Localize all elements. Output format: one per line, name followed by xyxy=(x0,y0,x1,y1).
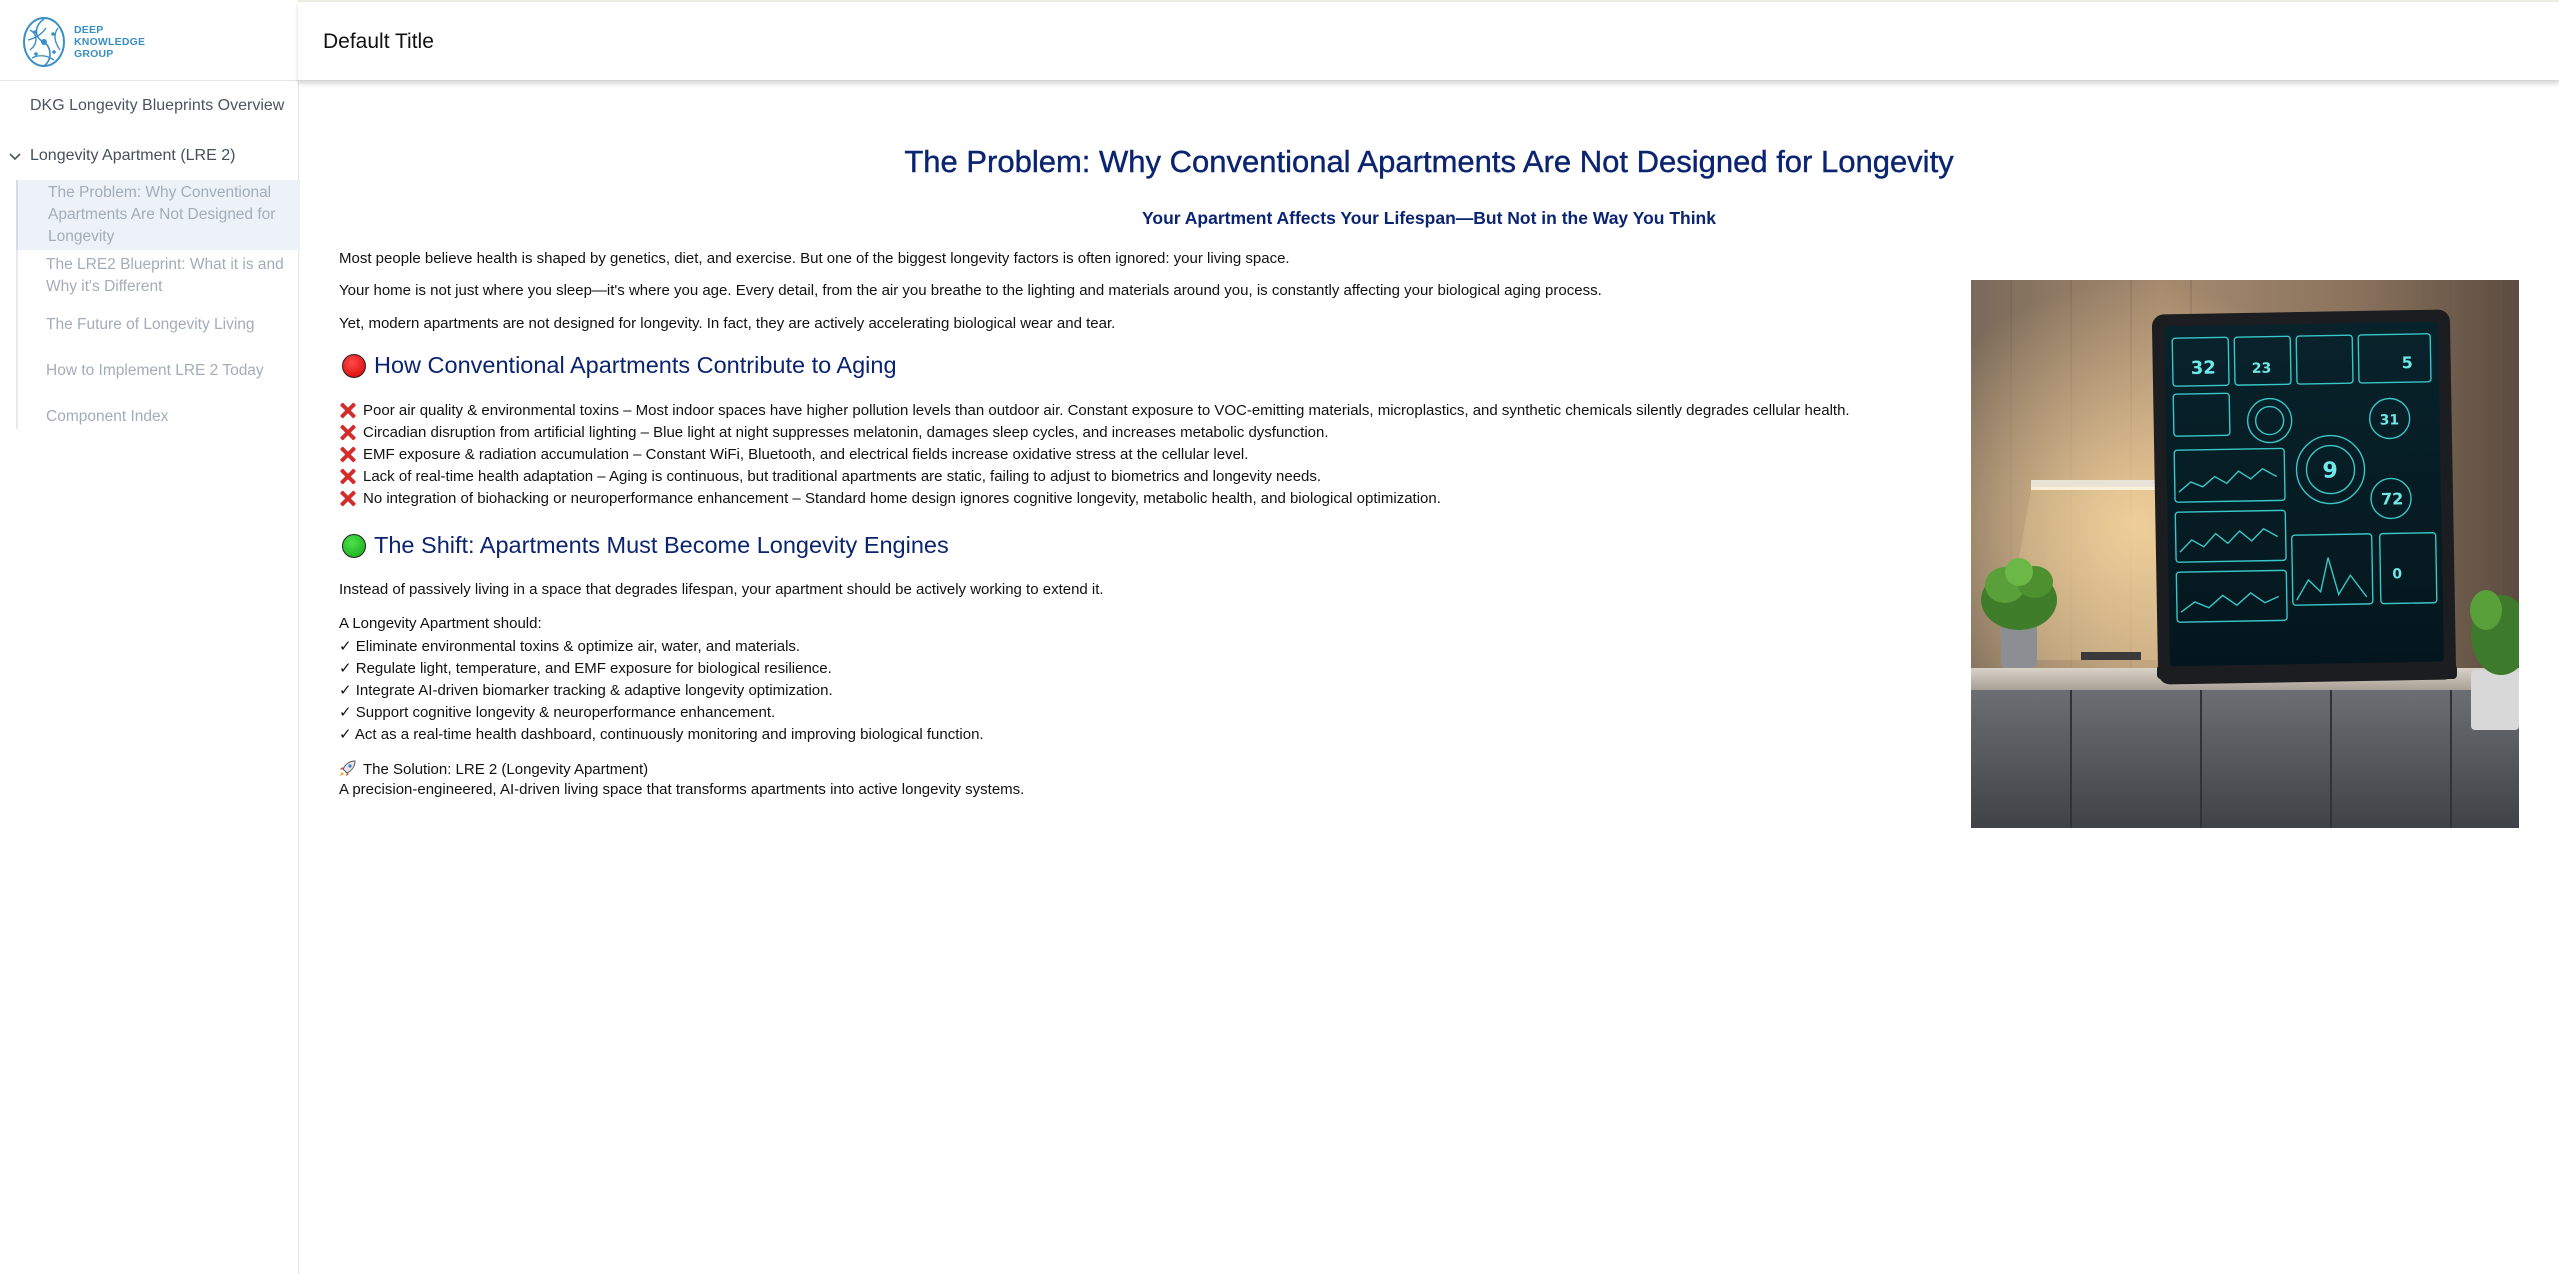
list-item-text: Poor air quality & environmental toxins – Most indoor spaces have higher pollution levels than outdoor air. Constant exposure to VOC-emitting materials, microplastics, and synthetic chemicals silently degrades cellular health. xyxy=(363,402,1850,419)
logo-wordmark xyxy=(74,24,145,60)
section-heading-aging xyxy=(342,352,897,379)
check-item: ✓ Support cognitive longevity & neuroperformance enhancement. xyxy=(339,704,776,721)
dashboard-illustration xyxy=(1971,280,2519,828)
list-item-text: No integration of biohacking or neuroperformance enhancement – Standard home design ignores cognitive longevity, metabolic health, and biological optimization. xyxy=(363,490,1441,507)
intro-paragraph: Your home is not just where you sleep—it's where you age. Every detail, from the air you breathe to the lighting and materials around you, is constantly affecting your biological aging process. xyxy=(339,282,1602,299)
shift-paragraph: Instead of passively living in a space that degrades lifespan, your apartment should be actively working to extend it. xyxy=(339,581,1104,598)
sidebar-subitem-implement[interactable]: How to Implement LRE 2 Today xyxy=(46,362,264,379)
list-item xyxy=(339,402,1850,419)
smart-apartment-dashboard-image xyxy=(1971,280,2519,828)
cross-mark-icon xyxy=(339,468,356,485)
sidebar-item-longevity-apartment[interactable]: Longevity Apartment (LRE 2) xyxy=(30,147,236,164)
sidebar-subitem-the-problem[interactable]: The Problem: Why Conventional Apartments Are Not Designed for Longevity xyxy=(16,180,300,250)
dashboard-readout: 5 xyxy=(2401,353,2413,373)
list-item xyxy=(339,490,1441,507)
should-label: A Longevity Apartment should: xyxy=(339,615,542,632)
chevron-down-icon[interactable] xyxy=(8,150,22,164)
check-item: ✓ Regulate light, temperature, and EMF exposure for biological resilience. xyxy=(339,660,832,677)
logo[interactable] xyxy=(22,14,152,70)
dashboard-readout: 0 xyxy=(2392,566,2403,583)
section-heading-shift xyxy=(342,532,949,559)
sidebar-item-overview[interactable]: DKG Longevity Blueprints Overview xyxy=(30,97,285,114)
intro-paragraph: Yet, modern apartments are not designed for longevity. In fact, they are actively accelerating biological wear and tear. xyxy=(339,315,1116,332)
sidebar-subitem-lre2-blueprint[interactable]: The LRE2 Blueprint: What it is and Why it's Different xyxy=(46,256,284,295)
sidebar xyxy=(0,0,299,1274)
rocket-icon xyxy=(339,759,357,777)
list-item xyxy=(339,446,1248,463)
green-circle-icon xyxy=(342,534,366,558)
dashboard-readout: 32 xyxy=(2190,357,2216,379)
check-item: ✓ Act as a real-time health dashboard, continuously monitoring and improving biological function. xyxy=(339,726,984,743)
logo-line: KNOWLEDGE xyxy=(74,36,146,48)
check-item: ✓ Eliminate environmental toxins & optimize air, water, and materials. xyxy=(339,638,801,655)
top-header xyxy=(298,2,2559,81)
intro-paragraph: Most people believe health is shaped by genetics, diet, and exercise. But one of the biggest longevity factors is often ignored: your living space. xyxy=(339,250,1290,267)
dashboard-readout: 31 xyxy=(2379,412,2400,429)
sidebar-subitem-component-index[interactable]: Component Index xyxy=(46,408,169,425)
logo-line: DEEP xyxy=(74,24,104,36)
check-item: ✓ Integrate AI-driven biomarker tracking & adaptive longevity optimization. xyxy=(339,682,833,699)
section-heading-text: How Conventional Apartments Contribute to Aging xyxy=(374,352,897,378)
list-item-text: Lack of real-time health adaptation – Aging is continuous, but traditional apartments are static, failing to adjust to biometrics and longevity needs. xyxy=(363,468,1322,485)
logo-line: GROUP xyxy=(74,48,114,60)
cross-mark-icon xyxy=(339,446,356,463)
list-item xyxy=(339,468,1321,485)
cross-mark-icon xyxy=(339,402,356,419)
solution-title-text: The Solution: LRE 2 (Longevity Apartment) xyxy=(363,761,649,778)
section-heading-text: The Shift: Apartments Must Become Longevity Engines xyxy=(374,532,949,558)
solution-text: A precision-engineered, AI-driven living space that transforms apartments into active longevity systems. xyxy=(339,781,1025,798)
dashboard-readout: 23 xyxy=(2251,360,2272,377)
brain-logo-icon xyxy=(22,14,70,70)
dashboard-readout: 9 xyxy=(2322,458,2339,484)
sidebar-subitem-future[interactable]: The Future of Longevity Living xyxy=(46,316,255,333)
list-item xyxy=(339,424,1329,441)
page-title: The Problem: Why Conventional Apartments Are Not Designed for Longevity xyxy=(904,144,1954,179)
page-subtitle: Your Apartment Affects Your Lifespan—But Not in the Way You Think xyxy=(1142,208,1716,228)
sidebar-sublist xyxy=(16,180,300,429)
header-title: Default Title xyxy=(323,30,434,53)
dashboard-readout: 72 xyxy=(2380,489,2404,509)
cross-mark-icon xyxy=(339,490,356,507)
cross-mark-icon xyxy=(339,424,356,441)
list-item-text: Circadian disruption from artificial lighting – Blue light at night suppresses melatonin, damages sleep cycles, and increases metabolic dysfunction. xyxy=(363,424,1329,441)
list-item-text: EMF exposure & radiation accumulation – Constant WiFi, Bluetooth, and electrical fields increase oxidative stress at the cellular level. xyxy=(363,446,1249,463)
solution-title xyxy=(339,759,648,778)
sidebar-divider xyxy=(0,80,298,81)
red-circle-icon xyxy=(342,354,366,378)
